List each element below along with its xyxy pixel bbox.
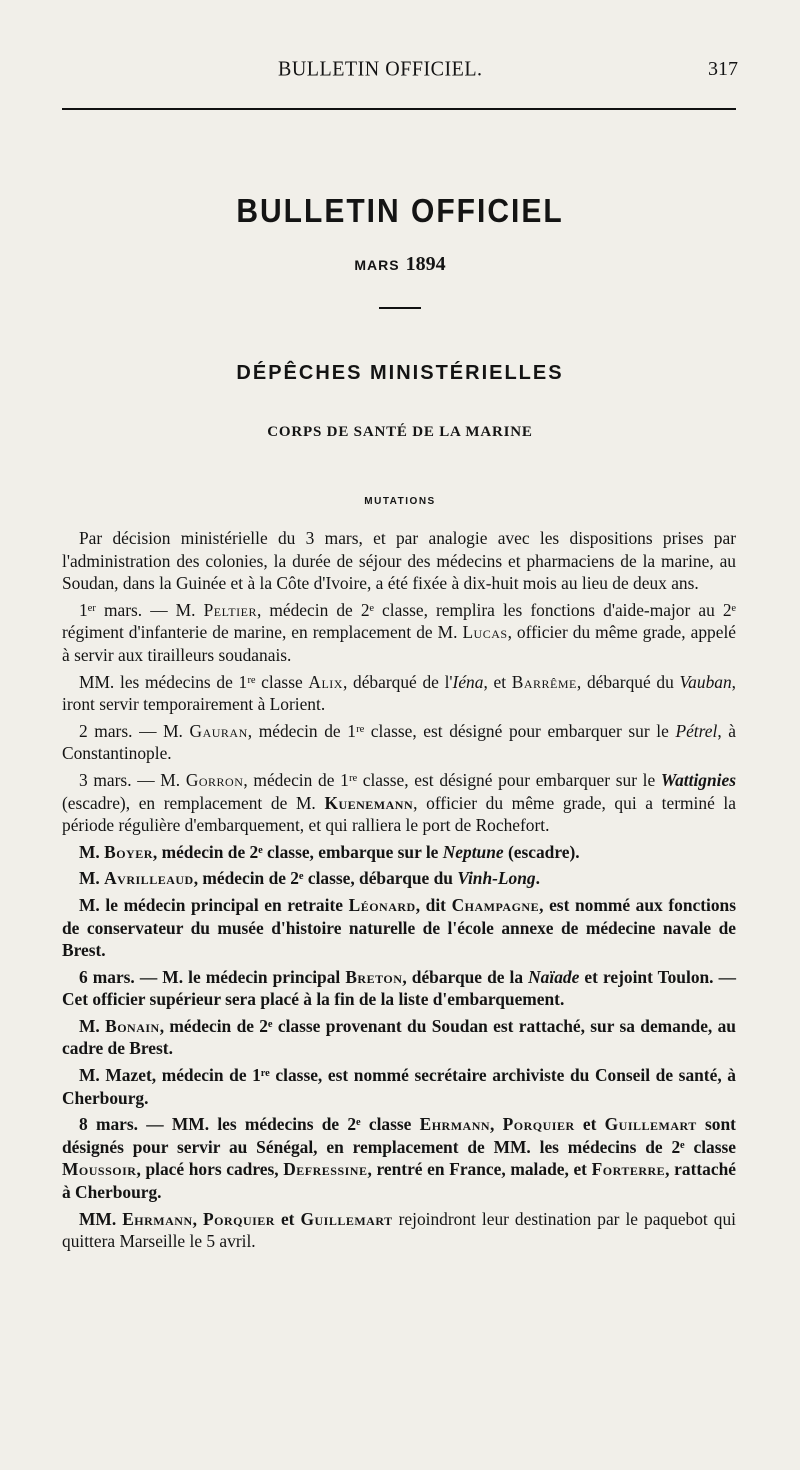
paragraph: 2 mars. — M. Gauran, médecin de 1ʳᵉ classe, est désigné pour embarquer sur le Pétrel, à Constantinople. — [62, 720, 736, 764]
document-title: BULLETIN OFFICIEL — [236, 192, 564, 230]
paragraph: 8 mars. — MM. les médecins de 2ᵉ classe Ehrmann, Porquier et Guillemart sont désignés pour servir au Sénégal, en remplacement de MM. les médecins de 2ᵉ classe Moussoir, placé hors cadres, Defressine, rentré en France, malade, et Forterre, rattaché à Cherbourg. — [62, 1114, 736, 1203]
paragraph: M. Avrilleaud, médecin de 2ᵉ classe, débarque du Vinh-Long. — [79, 868, 540, 889]
section-title: DÉPÊCHES MINISTÉRIELLES — [236, 362, 564, 384]
paragraph: MM. les médecins de 1ʳᵉ classe Alix, débarqué de l'Iéna, et Barrême, débarqué du Vauban, iront servir temporairement à Lorient. — [62, 671, 737, 715]
paragraph: M. Bonain, médecin de 2ᵉ classe provenant du Soudan est rattaché, sur sa demande, au cadre de Brest. — [62, 1015, 736, 1059]
paragraph: Par décision ministérielle du 3 mars, et par analogie avec les dispositions prises par l'administration des colonies, la durée de séjour des médecins et pharmaciens de la marine, au Soudan, dans la Guinée et à la Côte d'Ivoire, a été fixée à dix-huit mois au lieu de deux ans. — [62, 528, 736, 594]
paragraph: M. le médecin principal en retraite Léonard, dit Champagne, est nommé aux fonctions de conservateur du musée d'histoire naturelle de l'école annexe de médecine navale de Brest. — [62, 894, 736, 961]
page-number: 317 — [708, 58, 738, 80]
header-rule — [62, 108, 736, 110]
running-title: BULLETIN OFFICIEL. — [278, 57, 483, 81]
paragraph: 3 mars. — M. Gorron, médecin de 1ʳᵉ classe, est désigné pour embarquer sur le Wattignies (escadre), en remplacement de M. Kuenemann, officier du même grade, qui a terminé la période régulière d'embarquement, et qui ralliera le port de Rochefort. — [62, 769, 736, 836]
paragraph: M. Boyer, médecin de 2ᵉ classe, embarque sur le Neptune (escadre). — [79, 841, 580, 862]
title-divider — [379, 307, 421, 309]
subsection-title: CORPS DE SANTÉ DE LA MARINE — [267, 424, 533, 440]
paragraph: M. Mazet, médecin de 1ʳᵉ classe, est nommé secrétaire archiviste du Conseil de santé, à Cherbourg. — [62, 1065, 736, 1108]
body-text — [62, 527, 736, 1257]
heading-mutations: MUTATIONS — [364, 496, 436, 507]
paragraph: 1ᵉʳ mars. — M. Peltier, médecin de 2ᵉ classe, remplira les fonctions d'aide-major au 2ᵉ régiment d'infanterie de marine, en remplacement de M. Lucas, officier du même grade, appelé à servir aux tirailleurs soudanais. — [62, 599, 736, 665]
paragraph: 6 mars. — M. le médecin principal Breton, débarque de la Naïade et rejoint Toulon. — Cet officier supérieur sera placé à la fin de la liste d'embarquement. — [62, 966, 736, 1010]
paragraph: MM. Ehrmann, Porquier et Guillemart rejoindront leur destination par le paquebot qui quittera Marseille le 5 avril. — [62, 1208, 736, 1252]
issue-year: 1894 — [405, 253, 446, 275]
running-header — [0, 58, 800, 88]
issue-month: MARS — [354, 257, 400, 273]
issue-date — [0, 253, 800, 276]
